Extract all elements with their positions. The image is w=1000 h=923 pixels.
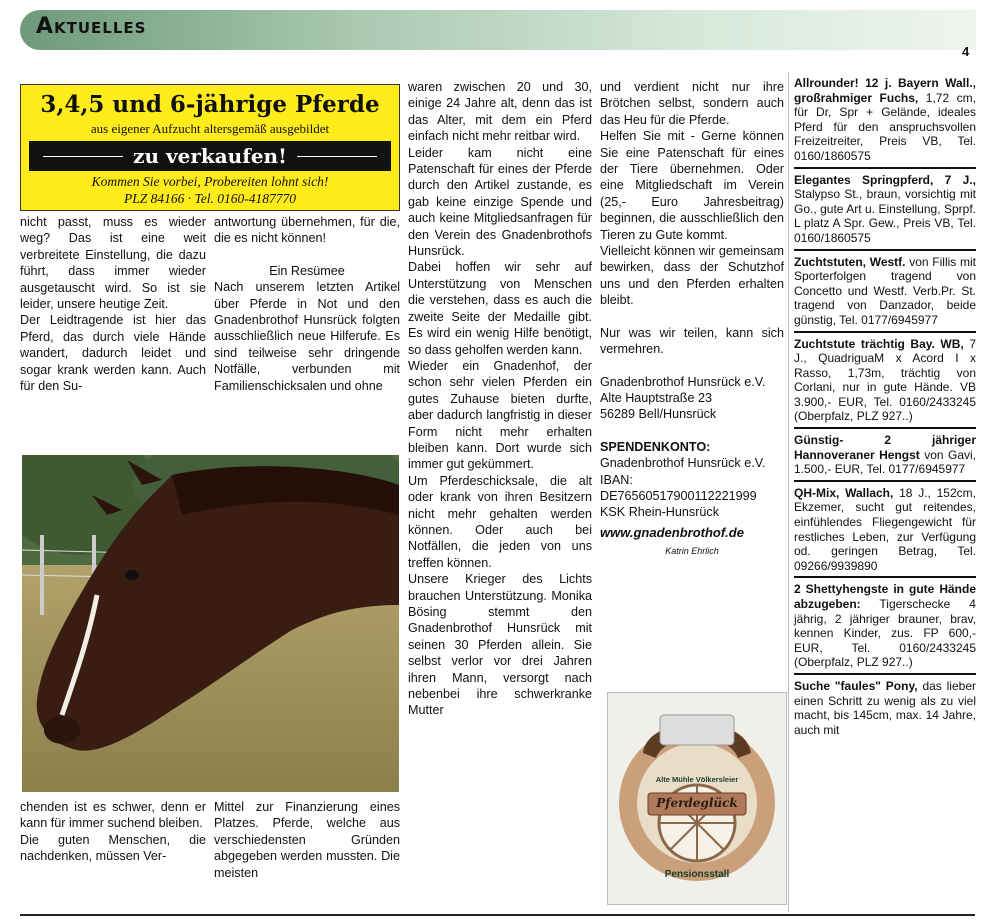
classified-divider	[794, 480, 976, 482]
col4-paragraph-3: Vielleicht können wir gemeinsam bewirken, dass der Schutzhof uns und den Pferden erhalten bleibt.	[600, 244, 784, 308]
classified-divider	[794, 167, 976, 169]
ad-title: 3,4,5 und 6-jährige Pferde	[40, 91, 380, 118]
col1-paragraph-2: Der Leidtragende ist hier das Pferd, das durch viele Hände wandert, dadurch leidet und sogar krank werden kann. Auch für den Su-	[20, 313, 206, 394]
col2-paragraph-1: antwortung übernehmen, für die, die es nicht können!	[214, 215, 400, 246]
column-3	[408, 79, 592, 719]
classified-text-8: das lieber einen Schritt zu wenig als zu viel macht, bis 145cm, max. 14 Jahre, auch mit	[794, 678, 976, 737]
donation-account	[600, 439, 784, 521]
spacer	[600, 423, 784, 439]
col3-paragraph-6: Unsere Krieger des Lichts brauchen Unterstützung. Monika Bösing stemmt den Gnadenbrothof Hunsrück mit seinen 30 Pferden allein. Sie selbst verlor vor drei Jahren ihren Mann, versorgt nach nebenbei ihre schwerkranke Mutter	[408, 572, 592, 718]
classified-divider	[794, 331, 976, 333]
ad-line-1: Kommen Sie vorbei, Probereiten lohnt sich!	[91, 174, 329, 189]
column-1-top	[20, 214, 206, 394]
bottom-rule	[20, 914, 975, 916]
classified-title-8: Suche "faules" Pony,	[794, 678, 918, 693]
ad-contact	[21, 173, 399, 207]
classified-text-4: 7 J., QuadriguaM x Acord I x Rasso, 1,73m, trächtig von Corlani, nur in gute Hände. VB 3.900,- EUR, Tel. 0160/2433245 (Oberpfalz, PLZ 927..)	[794, 336, 976, 424]
classifieds-column	[794, 76, 976, 737]
col3-paragraph-3: Dabei hoffen wir sehr auf Unterstützung von Menschen die verstehen, dass es auch die zweite Seite der Medaille gibt. Es wird ein wenig Hilfe benötigt, so dass geholfen werden kann.	[408, 260, 592, 357]
classified-ad-7	[794, 582, 976, 670]
donation-line-1: Gnadenbrothof Hunsrück e.V.	[600, 456, 766, 471]
classified-divider	[794, 427, 976, 429]
ad-subtitle: aus eigener Aufzucht altersgemäß ausgebildet	[90, 121, 330, 136]
col1-paragraph-1: nicht passt, muss es wieder weg? Das ist eine weit verbreitete Einstellung, die dazu führt, dass immer wieder ausgetauscht wird. So ist sie leider, unsere heutige Zeit.	[20, 215, 206, 312]
horse-sale-ad	[20, 84, 400, 211]
address-line-3: 56289 Bell/Hunsrück	[600, 407, 717, 422]
address-line-2: Alte Hauptstraße 23	[600, 390, 713, 405]
website-link[interactable]: www.gnadenbrothof.de	[600, 524, 744, 540]
logo-text-bottom: Pensionsstall	[664, 869, 730, 880]
col3-paragraph-2: Leider kam nicht eine Patenschaft für eines der Pferde durch den Artikel zustande, es gab keine einzige Spende und auch keine Mitgliedsanfragen für den Verein des Gnadenbrothofs Hunsrück.	[408, 145, 592, 259]
classified-ad-5	[794, 433, 976, 477]
classified-text-1: 1,72 cm, für Dr, Spr + Gelände, ideales Pferd für den anspruchsvollen Freizeitreiter, Preis VB, Tel. 0160/1860575	[794, 90, 976, 163]
classified-title-1: Allrounder! 12 j. Bayern Wall., großrahmiger Fuchs,	[794, 76, 976, 105]
classified-text-7: Tigerschecke 4 jährig, 2 jähriger brauner, brav, kennen Kinder, zus. FP 600,- EUR, Tel. 0160/2433245 (Oberpfalz, PLZ 927..)	[794, 597, 976, 670]
classified-ad-4	[794, 337, 976, 425]
spacer	[214, 247, 400, 263]
classified-ad-6	[794, 486, 976, 574]
donation-line-2: IBAN:	[600, 472, 633, 487]
classified-text-5: von Gavi, 1.500,- EUR, Tel. 0177/6945977	[794, 447, 976, 477]
classified-ad-8	[794, 679, 976, 737]
col3-paragraph-5: Um Pferdeschicksale, die alt oder krank von ihren Besitzern nicht mehr gehalten werden können. Oder auch bei Notfällen, die jeden von uns treffen können.	[408, 473, 592, 570]
col4-paragraph-4: Nur was wir teilen, kann sich vermehren.	[600, 325, 784, 357]
classified-title-6: QH-Mix, Wallach,	[794, 485, 894, 500]
logo-text-main: Pferdeglück	[656, 796, 738, 810]
author-signature: Katrin Ehrlich	[665, 546, 719, 557]
stable-logo	[607, 692, 787, 905]
col4-paragraph-1: und verdient nicht nur ihre Brötchen selbst, sondern auch das Heu für die Pferde.	[600, 80, 784, 127]
page-number: 4	[962, 44, 970, 59]
classified-text-6: 18 J., 152cm, Ekzemer, sucht gut reitendes, einfühlendes Fliegengewicht für restliches Leben, zur Verfügung od. geringen Betrag, Tel. 09266/9939890	[794, 485, 976, 573]
horse-photo	[22, 455, 399, 792]
ad-banner-text: zu verkaufen!	[133, 144, 287, 168]
classified-ad-2	[794, 173, 976, 246]
classified-title-4: Zuchtstute trächtig Bay. WB,	[794, 336, 964, 351]
classified-ad-1	[794, 76, 976, 164]
col2-heading: Ein Resümee	[269, 263, 345, 278]
classified-title-2: Elegantes Springpferd, 7 J.,	[794, 172, 976, 187]
bank-name: KSK Rhein-Hunsrück	[600, 505, 719, 520]
iban-value: DE76560517900112221999	[600, 488, 757, 503]
section-header-band	[20, 10, 976, 50]
classified-text-2: Stalypso St., braun, vorsichtig mit Go., gute Art u. Einstellung, Sprpf. L platz A Spr. Gew., Preis VB, Tel. 0160/1860575	[794, 187, 976, 245]
address-block	[600, 374, 784, 423]
classified-text-3: von Fillis mit Sporterfolgen tragend von Concetto und Westf. Verb.Pr. St. tragend von Danzador, beide günstig, Tel. 0177/6945977	[794, 254, 976, 327]
col3-paragraph-1: waren zwischen 20 und 30, einige 24 Jahre alt, denn das ist das Alter, mit dem ein Pferd einfach nicht mehr reitbar wird.	[408, 80, 592, 144]
col1-paragraph-3: chenden ist es schwer, denn er kann für immer suchend bleiben.	[20, 800, 206, 831]
col2-paragraph-3: Mittel zur Finanzierung eines Platzes. Pferde, welche aus verschiedensten Gründen abgegeben werden mussten. Die meisten	[214, 800, 400, 880]
classified-divider	[794, 673, 976, 675]
classified-divider	[794, 576, 976, 578]
ad-banner	[29, 141, 391, 171]
column-divider	[788, 72, 789, 912]
classified-title-5: Günstig- 2 jähriger Hannoveraner Hengst	[794, 433, 976, 462]
classified-title-7: 2 Shettyhengste in gute Hände abzugeben:	[794, 582, 976, 611]
col4-paragraph-2: Helfen Sie mit - Gerne können Sie eine Patenschaft für eines der Tiere übernehmen. Oder eine Mitgliedschaft im Verein (25,- Euro Jahresbeitrag) beginnen, die ausschließlich den Tieren zu Gute kommt.	[600, 129, 784, 242]
ad-line-2: PLZ 84166 · Tel. 0160-4187770	[123, 191, 297, 206]
column-1-bottom	[20, 799, 206, 865]
classified-ad-3	[794, 255, 976, 328]
classified-divider	[794, 249, 976, 251]
column-2-top	[214, 214, 400, 394]
spacer	[600, 309, 784, 325]
donation-label: SPENDENKONTO:	[600, 439, 711, 454]
column-4	[600, 79, 784, 560]
col1-paragraph-4: Die guten Menschen, die nachdenken, müssen Ver-	[20, 832, 206, 864]
section-title: Aktuelles	[36, 14, 147, 39]
col2-paragraph-2: Nach unserem letzten Artikel über Pferde in Not und den Gnadenbrothof Hunsrück folgten ausschließlich neue Hilferufe. Es sind teilweise sehr dringende Notfälle, verbunden mit Familienschicksalen und ohne	[214, 280, 400, 393]
logo-text-top: Alte Mühle Völkersleier	[655, 775, 739, 784]
address-line-1: Gnadenbrothof Hunsrück e.V.	[600, 374, 766, 389]
classified-title-3: Zuchtstuten, Westf.	[794, 254, 906, 269]
spacer	[600, 358, 784, 374]
col3-paragraph-4: Wieder ein Gnadenhof, der schon sehr vielen Pferden ein gutes Zuhause bieten durfte, aber dadurch langfristig in dieser Form nicht mehr erhalten bleiben kann. Dort wurde sich immer gut gekümmert.	[408, 358, 592, 472]
column-2-bottom	[214, 799, 400, 881]
